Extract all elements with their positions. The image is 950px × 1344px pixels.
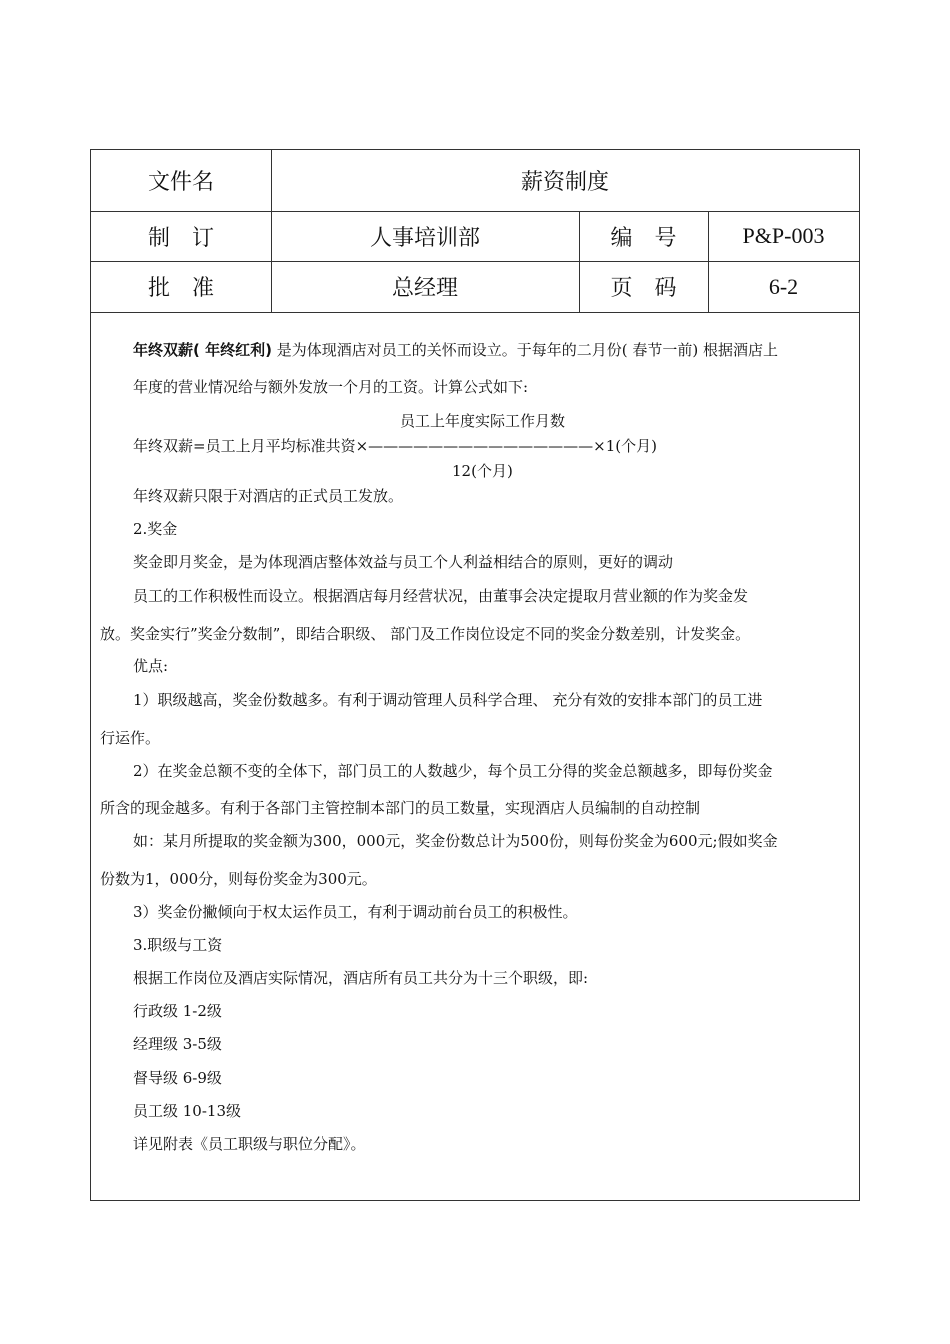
formula-main: 年终双薪=员工上月平均标准共资×———————————————×1(个月) bbox=[133, 437, 657, 455]
paragraph-line: 年终双薪只限于对酒店的正式员工发放。 bbox=[133, 487, 404, 505]
advantages-title: 优点: bbox=[133, 657, 169, 675]
row-divider bbox=[91, 312, 859, 313]
advantage-item: 1）职级越高，奖金份数越多。有利于调动管理人员科学合理、 充分有效的安排本部门的员工进 bbox=[133, 691, 763, 709]
paragraph-year-end-bonus bbox=[133, 340, 778, 360]
paragraph-line: 所含的现金越多。有利于各部门主管控制本部门的员工数量，实现酒店人员编制的自动控制 bbox=[100, 799, 701, 817]
paragraph-line: 年度的营业情况给与额外发放一个月的工资。计算公式如下: bbox=[133, 378, 529, 396]
approve-value: 总经理 bbox=[391, 276, 458, 301]
file-name-value: 薪资制度 bbox=[520, 170, 609, 195]
grade-item: 行政级 1-2级 bbox=[133, 1002, 222, 1020]
grade-item: 督导级 6-9级 bbox=[133, 1069, 222, 1087]
paragraph-line: 奖金即月奖金，是为体现酒店整体效益与员工个人利益相结合的原则，更好的调动 bbox=[133, 553, 674, 571]
formula-numerator: 员工上年度实际工作月数 bbox=[400, 412, 566, 430]
paragraph-line: 放。奖金实行”奖金分数制”，即结合职级、 部门及工作岗位设定不同的奖金分数差别，计发奖金。 bbox=[100, 625, 751, 643]
section-title-bonus: 2.奖金 bbox=[133, 520, 178, 538]
approve-label: 批 准 bbox=[147, 276, 214, 301]
number-label: 编 号 bbox=[610, 225, 677, 251]
revise-value: 人事培训部 bbox=[369, 225, 480, 251]
advantage-item: 2）在奖金总额不变的全体下，部门员工的人数越少，每个员工分得的奖金总额越多，即每份奖金 bbox=[133, 762, 773, 780]
year-end-bonus-text: 是为体现酒店对员工的关怀而设立。于每年的二月份( 春节一前) 根据酒店上 bbox=[271, 341, 778, 359]
grade-item: 经理级 3-5级 bbox=[133, 1035, 222, 1053]
example-line: 如：某月所提取的奖金额为300，000元，奖金份数总计为500份，则每份奖金为600元;假如奖金 bbox=[133, 832, 778, 850]
grade-item: 员工级 10-13级 bbox=[133, 1102, 242, 1120]
paragraph-line: 员工的工作积极性而设立。根据酒店每月经营状况，由董事会决定提取月营业额的作为奖金发 bbox=[133, 587, 749, 605]
example-line: 份数为1，000分，则每份奖金为300元。 bbox=[100, 870, 377, 888]
file-name-label: 文件名 bbox=[147, 170, 214, 195]
section-title-grades: 3.职级与工资 bbox=[133, 936, 223, 954]
number-value: P&P-003 bbox=[742, 223, 825, 248]
page-value: 6-2 bbox=[768, 273, 799, 299]
appendix-reference: 详见附表《员工职级与职位分配》。 bbox=[133, 1135, 366, 1153]
advantage-item: 3）奖金份撇倾向于权太运作员工，有利于调动前台员工的积极性。 bbox=[133, 903, 578, 921]
formula-denominator: 12(个月) bbox=[452, 462, 513, 480]
revise-label: 制 订 bbox=[147, 225, 214, 251]
year-end-bonus-term: 年终双薪( 年终红利) bbox=[133, 341, 272, 359]
page-label: 页 码 bbox=[610, 276, 677, 301]
paragraph-line: 行运作。 bbox=[100, 729, 161, 747]
paragraph-line: 根据工作岗位及酒店实际情况，酒店所有员工共分为十三个职级，即: bbox=[133, 969, 589, 987]
